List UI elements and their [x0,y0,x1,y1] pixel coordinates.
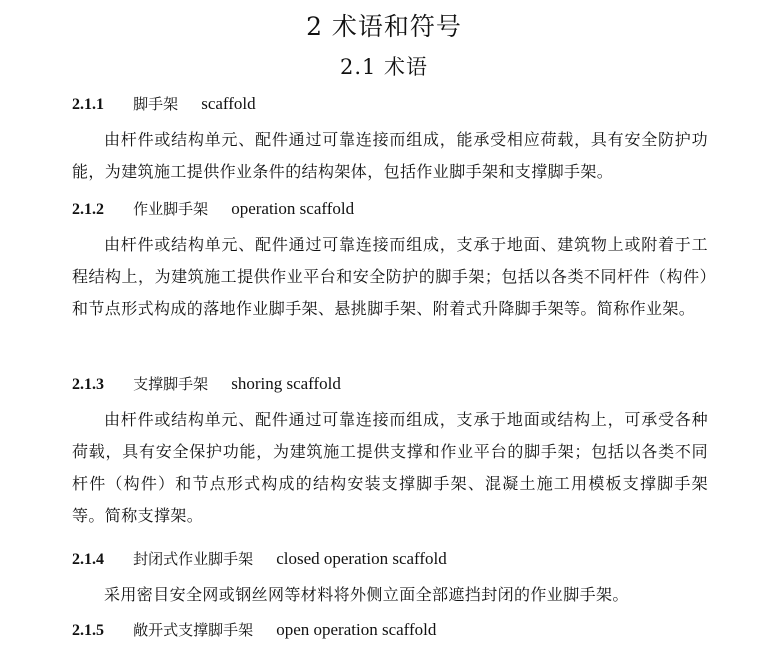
term-number: 2.1.5 [72,622,104,639]
term-definition-scaffold: 由杆件或结构单元、配件通过可靠连接而组成，能承受相应荷载，具有安全防护功能，为建筑施工提供作业条件的结构架体，包括作业脚手架和支撑脚手架。 [72,130,708,181]
term-definition-shoring-scaffold: 由杆件或结构单元、配件通过可靠连接而组成，支承于地面或结构上，可承受各种荷载，具有安全保护功能，为建筑施工提供支撑和作业平台的脚手架；包括以各类不同杆件（构件）和节点形式构成的结构安装支撑脚手架、混凝土施工用模板支撑脚手架等。简称支撑架。 [72,410,708,525]
term-chinese-name: 支撑脚手架 [133,375,209,393]
term-english-name: scaffold [201,94,256,113]
term-definition-closed-operation-scaffold: 采用密目安全网或钢丝网等材料将外侧立面全部遮挡封闭的作业脚手架。 [104,585,629,604]
term-chinese-name: 敞开式支撑脚手架 [133,621,254,639]
term-heading-open-operation-scaffold [72,617,722,643]
term-heading-scaffold [72,91,722,117]
term-number: 2.1.2 [72,201,104,218]
term-chinese-name: 脚手架 [133,95,179,113]
term-number: 2.1.4 [72,551,104,568]
term-heading-operation-scaffold [72,196,722,222]
term-chinese-name: 封闭式作业脚手架 [133,550,254,568]
term-english-name: open operation scaffold [276,620,437,639]
term-heading-closed-operation-scaffold [72,546,722,572]
term-number: 2.1.3 [72,376,104,393]
chapter-title: 2 术语和符号 [306,12,462,41]
term-english-name: closed operation scaffold [276,549,447,568]
term-definition-operation-scaffold: 由杆件或结构单元、配件通过可靠连接而组成，支承于地面、建筑物上或附着于工程结构上，为建筑施工提供作业平台和安全防护的脚手架；包括以各类不同杆件（构件）和节点形式构成的落地作业脚手架、悬挑脚手架、附着式升降脚手架等。简称作业架。 [72,235,708,318]
term-english-name: operation scaffold [231,199,355,218]
section-title: 2.1 术语 [339,55,429,79]
term-chinese-name: 作业脚手架 [133,200,209,218]
term-heading-shoring-scaffold [72,371,722,397]
term-english-name: shoring scaffold [231,374,341,393]
term-number: 2.1.1 [72,96,104,113]
